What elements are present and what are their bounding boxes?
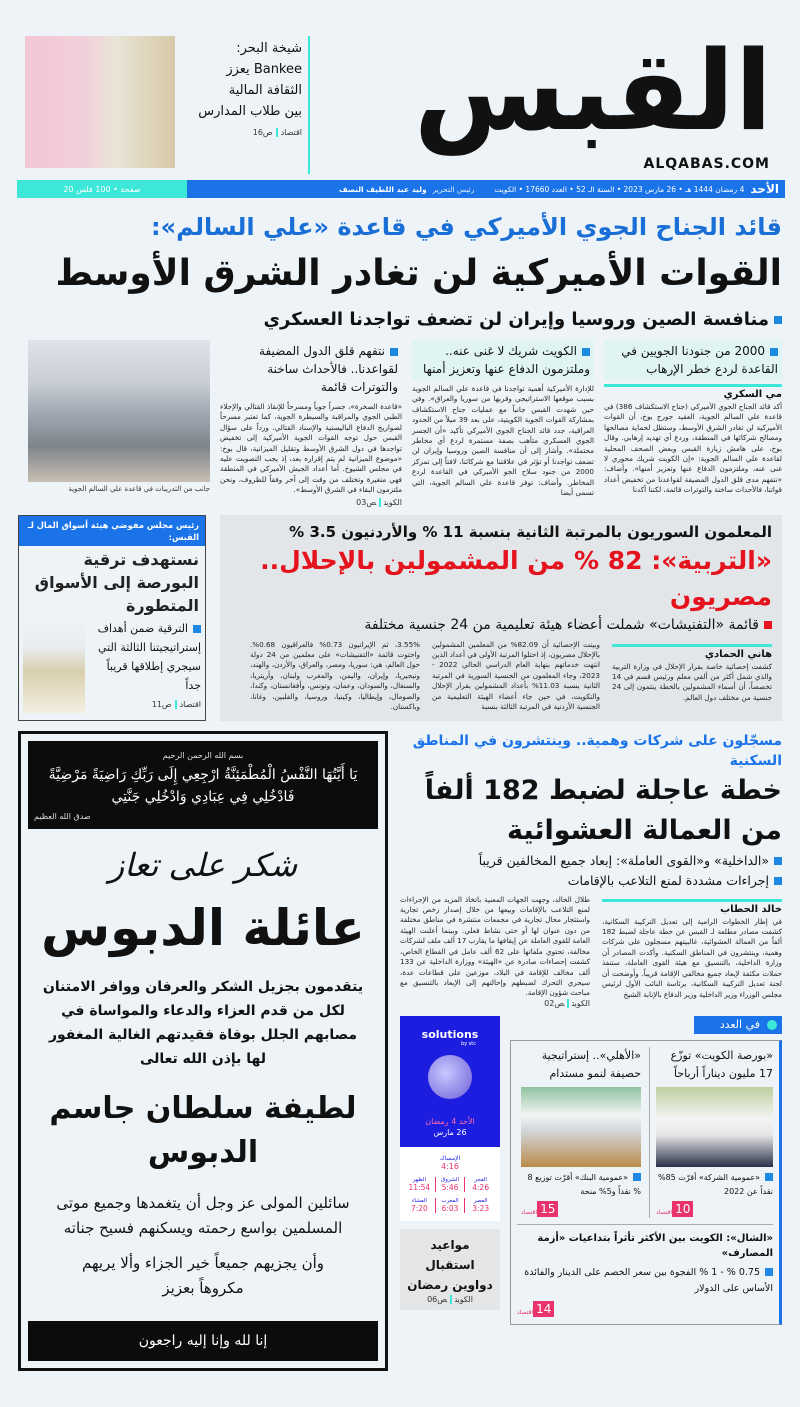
labor-headline[interactable] — [400, 771, 782, 851]
ad-brand: solutions — [421, 1027, 479, 1041]
masthead-logo[interactable] — [398, 28, 788, 153]
prayer-dhuhr: الظهر 11:54 — [408, 1176, 431, 1192]
info-bar — [17, 180, 785, 198]
markets-kicker: رئيس مجلس مفوضي هيئة أسواق المال لـ القبس: — [19, 516, 205, 546]
bottom-row — [18, 731, 782, 1371]
labor-headline-line: خطة عاجلة لضبط 182 ألفاً — [424, 774, 782, 806]
labor-deck-1: «الداخلية» و«القوى العاملة»: إبعاد جميع المخالفين قريباً — [400, 851, 782, 871]
lead-column-group-3 — [220, 340, 402, 507]
labor-deck-2: إجراءات مشددة لمنع التلاعب بالإقامات — [400, 871, 782, 891]
basmala: بسم الله الرحمن الرحيم — [162, 750, 244, 760]
lead-headline[interactable]: القوات الأميركية لن تغادر الشرق الأوسط — [55, 253, 782, 294]
teaser-title-line: شيخة البحر: — [236, 41, 302, 56]
issue-bottom-item[interactable]: «الشال»: الكويت بين الأكثر تأثراً بتداعيات «أزمة المصارف» 0.75 % - 1 % الفجوة بين سعر الخصم على الدينار والفائدة الأساس على الدولار 14اقتصاد — [517, 1232, 773, 1317]
imsak-time: 4:16 — [441, 1161, 459, 1171]
lead-column-3: «قاعدة الصخرة»، جسراً جوياً ومسرحاً للإنقاذ القتالي والإجلاء الطبي الجوي والمراقبة والسيطرة الجوية، كما تعتبر مسرحاً لصواريخ الدفاع الباليستية والإسناد القتالي. ورداً على سؤال القبس حول توجه القوات الجوية الأميركية إلى تخفيض تواجدها في دول الشرق الأوسط وتقليل الميزانية، قال بوخ: «موضوع الميزانية لم يتم إقراره بعد، إذ يجب التصويت عليه في مجلس الشيوخ. أما أعداد الجيش الأميركي في المنطقة فهي متغيرة وتختلف من وقت إلى آخر وفقاً للظروف، ونحن ملتزمون البقاء في الشرق الأوسط». — [220, 402, 402, 495]
right-column — [400, 731, 782, 1325]
page-number[interactable]: 10 — [672, 1201, 693, 1217]
labor-page-ref[interactable]: الكويتص02 — [544, 998, 590, 1008]
lead-column-group-1 — [604, 340, 782, 496]
verse-source: صدق الله العظيم — [34, 811, 91, 821]
teaser-title-line: Bankee يعزز — [226, 62, 302, 77]
lead-byline: مي السكري — [723, 389, 782, 400]
quran-verse: يَا أَيَّتُهَا النَّفْسُ الْمُطْمَئِنَّةُ ارْجِعِي إِلَى رَبِّكِ رَاضِيَةً مَرْضِيَّةً فَادْخُلِي فِي عِبَادِي وَادْخُلِي جَنَّتِي — [48, 766, 358, 805]
lead-kicker[interactable]: قائد الجناح الجوي الأميركي في قاعدة «علي السالم»: — [151, 213, 782, 241]
prayer-asr: العصر 3:23 — [472, 1197, 490, 1213]
lead-column-2: للإدارة الأميركية أهمية تواجدنا في قاعدة علي السالم الجوية بسبب موقعها الاستراتيجي وقربها من سوريا والعراق». وفي حين شهدت القبس جانباً مع عمليات جناح الاستكشاف بمشاركة القوات الجوية الكويتية، على بعد 39 ميلاً من الحدود العراقية، جدد قائد الجناح الجوي الأميركي تأكيد «أن الجسر الجوي العسكري متأهب بصفة مستمرة لردع أي مخاطر محتملة». وأشار إلى أن منافسة الصين وروسيا وإيران لن تضعف تواجدنا أو تؤثر في علاقتنا مع شركائنا، لافتاً إلى تمركز 2000 من جنود سلاح الجو الأميركي في القاعدة لردع المخاطر. وأضاف: توفر قاعدة علي السالم الجوية، التي تسمى أيضا — [412, 384, 594, 498]
byline-rule — [602, 899, 782, 902]
education-kicker: المعلمون السوريون بالمرتبة الثانية بنسبة 11 % والأردنيون 3.5 % — [289, 522, 772, 541]
teaser-page-ref[interactable] — [178, 122, 302, 143]
top-teaser[interactable] — [25, 36, 310, 174]
obituary-prayer: سائلين المولى عز وجل أن يتغمدها وجميع موتى المسلمين بواسع رحمته ويسكنهم فسيح جناته — [56, 1193, 350, 1237]
diwaniya-title: مواعيد استقبال دواوين رمضان — [407, 1237, 493, 1292]
imsak-label: الإمساك — [439, 1154, 461, 1162]
labor-byline: خالد الحطاب — [720, 903, 782, 915]
lead-deck-1: 2000 من جنودنا الجويين في القاعدة لردع خطر الإرهاب — [604, 340, 782, 380]
editor-label: رئيس التحرير — [432, 184, 475, 194]
day-label: الأحد — [750, 182, 779, 196]
website-label: ALQABAS.COM — [643, 156, 770, 172]
issue-item[interactable]: «بورصة الكويت» توزّع 17 مليون ديناراً أرباحاً «عمومية الشركة» أقرّت 85% نقداً عن 2022 10اقتصاد — [649, 1047, 773, 1218]
moon-hand-graphic — [428, 1055, 472, 1099]
lead-row — [18, 340, 782, 507]
education-column-2: وبينت الإحصائية أن 82.09% من المعلمين المشمولين بالإحلال مصريون، إذ احتلوا المرتبة الأولى في أعداد الذين انتهت خدماتهم بنهاية العام الدراسي الحالي 2022 - 2023، وجاء المعلمون من الجنسية السورية في المرتبة الثانية بنسبة 11.03% بأعداد المشمولين بقرار الإحلال والتكويت، في حين جاء أعضاء الهيئة التعليمية من الجنسية الأردنية في المرتبة الثالثة بنسبة — [432, 639, 600, 712]
labor-column-2: طلال الخالد، وجهت الجهات المعنية باتخاذ المزيد من الإجراءات لمنع التلاعب بالإقامات وبيعها من خلال إصدار رخص تجارية واستئجار محال تجارية في مجمعات منتشرة في مناطق مختلفة من دون عنوان لها أو حتى نشاط فعلي. وبينما أعلنت الهيئة العامة للقوى العاملة عن إيقافها ما يقارب 17 ألف ملف لشركات مخالفة، تحتوي ملفاتها على 62 ألف عامل في القطاع الخاص، كشفت إحصاءات صادرة عن «الهيئة» ووزارة الداخلية عن 133 ألف مخالف للإقامة في البلاد، موزعين على قطاعات عدة، سيجري التحرك لضبطهم وإحالتهم إلى الإبعاد بالتنسيق مع مباحث شؤون الإقامة. — [400, 894, 590, 998]
issue-item[interactable]: «الأهلي».. إستراتيجية حصيفة لنمو مستدام «عمومية البنك» أقرّت توزيع 8 % نقداً و5% منحة 15اقتصاد — [521, 1048, 641, 1217]
prayer-fajr: الفجر 4:26 — [472, 1176, 490, 1192]
markets-deck: الترقية ضمن أهداف إستراتيجيتنا الثالثة التي سيجري إطلاقها قريباً جداً — [97, 621, 201, 692]
editor-name: وليد عبد اللطيف النصف — [338, 184, 427, 194]
issue-item-headline: «بورصة الكويت» توزّع 17 مليون ديناراً أرباحاً — [670, 1048, 773, 1080]
page-number[interactable]: 15 — [537, 1201, 558, 1217]
in-issue-label: في العدد — [719, 1017, 760, 1031]
middle-row — [18, 515, 782, 721]
education-byline: هاني الحمادي — [704, 648, 772, 660]
in-issue-box — [510, 1040, 782, 1325]
lead-photo-group — [28, 340, 210, 493]
lead-heads — [18, 210, 782, 334]
markets-photo — [23, 619, 85, 713]
issue-date: 4 رمضان 1444 هـ • 26 مارس 2023 • السنة الـ 52 • العدد 17660 • الكويت — [494, 184, 745, 194]
sidebar-column — [400, 1016, 500, 1310]
date-block — [187, 180, 785, 198]
education-subhead: قائمة «التفنيشات» شملت أعضاء هيئة تعليمية من 24 جنسية مختلفة — [230, 615, 772, 636]
section-label: اقتصاد — [280, 128, 302, 137]
labor-kicker[interactable]: مسجّلون على شركات وهمية.. وينتشرون في المناطق السكنية — [412, 732, 782, 769]
bullet-icon — [774, 316, 782, 324]
price-block: 20 صفحة • 100 فلس — [17, 180, 187, 198]
masthead — [0, 0, 800, 180]
lead-photo-caption: جانب من التدريبات في قاعدة علي السالم الجوية — [68, 485, 210, 493]
lead-deck-2: الكويت شريك لا غنى عنه.. وملتزمون الدفاع عنها وتعزيز أمنها — [412, 340, 594, 380]
byline-rule — [604, 384, 782, 387]
teaser-title-line: بين طلاب المدارس — [198, 104, 302, 119]
markets-box[interactable] — [18, 515, 206, 721]
prayer-isha: العشاء 7:20 — [410, 1197, 428, 1213]
markets-page-ref[interactable]: اقتصادص11 — [151, 699, 201, 709]
teaser-photo — [25, 36, 175, 168]
obituary-closing: وأن يجزيهم جميعاً خير الجزاء وألا يريهم مكروهاً بعزيز — [82, 1253, 324, 1297]
lead-subhead — [18, 306, 782, 334]
labor-column-1: في إطار الخطوات الرامية إلى تعديل التركيبة السكانية، كشفت مصادر مطلعة لـ القبس عن خطة عاجلة لضبط 182 ألفاً من العمالة العشوائية، غالبيتهم مسجلون على شركات وهمية، وينتشرون في المناطق السكنية. وأكدت المصادر أن وزارة الداخلية، بالتنسيق مع هيئة القوى العاملة، ستنفذ حملات مكثفة لإبعاد جميع مخالفي الإقامة قريباً. وأوضحت أن لجنة تعديل التركيبة السكانية، برئاسة النائب الأول لرئيس مجلس الوزراء وزير الداخلية وزير الدفاع بالإنابة الشيخ — [602, 916, 782, 999]
page-number: ص16 — [253, 128, 278, 137]
lead-deck-3: نتفهم قلق الدول المضيفة لقواعدنا.. فالأحداث ساخنة والتوترات قائمة — [259, 344, 398, 394]
quran-verse-panel — [28, 741, 378, 829]
obituary-footer: إنا لله وإنا إليه راجعون — [28, 1321, 378, 1361]
prayer-times — [400, 1147, 500, 1221]
stc-ad[interactable] — [400, 1016, 500, 1147]
lead-page-ref[interactable]: الكويتص03 — [356, 497, 402, 507]
lead-photo — [28, 340, 210, 482]
issue-item-headline: «الأهلي».. إستراتيجية حصيفة لنمو مستدام — [541, 1048, 641, 1080]
labor-headline-line: من العمالة العشوائية — [506, 814, 782, 846]
education-column-3: 3.55%، ثم الإيرانيون 0.73% فالعراقيون 0.68%. واحتوت قائمة «التفنيشات» على معلمين من 24 دولة حول العالم، هي: سوريا، ومصر، والعراق، والأردن، والهند، ونيجيريا، وإيران، واليمن، والمغرب ولبنان، وأريتريا، والسنغال، والسودان، وعمان، وتونس، وأفغانستان، وكندا، والصومال، وإيطاليا، وكينيا، وروسيا، والفلبين، وغانا، وباكستان. — [250, 639, 421, 712]
ad-brand-sub: by stc — [460, 1040, 476, 1047]
page-number[interactable]: 14 — [533, 1301, 554, 1317]
markets-headline: نستهدف ترقية البورصة إلى الأسواق المتطورة — [34, 549, 199, 615]
in-issue-tab — [694, 1016, 782, 1034]
diwaniya-page-ref[interactable]: الكويتص06 — [427, 1294, 473, 1304]
education-box[interactable] — [220, 515, 782, 721]
lead-column-1: أكد قائد الجناح الجوي الأميركي (جناح الاستكشاف 386) في قاعدة علي السالم الجوية، العقيد جورج بوخ، أن القوات الأميركية لن تغادر الشرق الأوسط، وستظل لحماية مصالحها ومصالح شركائها في المنطقة، وردع أي تهديد إرهابي. وقال بوخ، على هامش زيارة القبس وبعض الصحف المحلية لقاعدة علي السالم الجوية: «إن الكويت شريك محوري لا غنى عنه، وملتزمون الدفاع عنها وتعزيز أمنها». وأضاف: «نتفهم مدى قلق الدول المضيفة لقواعدنا من تخفيض أعداد قواتنا، فالأحداث ساخنة والتوترات قائمة، لكننا أكدنا — [604, 402, 783, 495]
ad-date: 26 مارس — [433, 1127, 467, 1137]
byline-rule — [612, 644, 772, 647]
thanks-calligraphy: شكر على تعاز — [108, 845, 298, 884]
subhead-text: منافسة الصين وروسيا وإيران لن تضعف تواجدنا العسكري — [263, 309, 769, 330]
education-headline: «التربية»: 82 % من المشمولين بالإحلال.. مصريون — [260, 545, 772, 611]
ad-day: الأحد 4 رمضان — [425, 1116, 475, 1126]
education-column-1: كشفت إحصائية خاصة بقرار الإحلال في وزارة التربية والذي شمل أكثر من ألفي معلم ورئيس قسم في 14 تخصصاً، أن أسماء المشمولين بالخطة ينتمون إلى 24 جنسية من مختلف دول العالم. — [612, 661, 772, 702]
prayer-maghrib: المغرب 6:03 — [435, 1198, 466, 1213]
diwaniya-box[interactable] — [400, 1229, 500, 1310]
issue-item-photo — [521, 1087, 641, 1167]
obituary-body: يتقدمون بجزيل الشكر والعرفان ووافر الامتنان لكل من قدم العزاء والدعاء والمواساة في مصابهم الجلل بوفاة فقيدتهم الغالية المغفور لها بإذن الله تعالى — [42, 978, 364, 1067]
teaser-title-line: الثقافة المالية — [228, 83, 302, 98]
family-name: عائلة الدبوس — [41, 898, 365, 957]
obituary-ad — [18, 731, 388, 1371]
issue-item-photo — [656, 1087, 773, 1167]
deceased-name: لطيفة سلطان جاسم الدبوس — [49, 1090, 357, 1170]
lead-column-group-2 — [412, 340, 594, 498]
logo-text: القبس — [413, 26, 773, 155]
issue-bottom-headline: «الشال»: الكويت بين الأكثر تأثراً بتداعيات «أزمة المصارف» — [537, 1232, 773, 1259]
prayer-sunrise: الشروق 5:46 — [435, 1177, 466, 1192]
lantern-icon — [767, 1020, 777, 1030]
in-issue-section — [510, 1016, 782, 1325]
